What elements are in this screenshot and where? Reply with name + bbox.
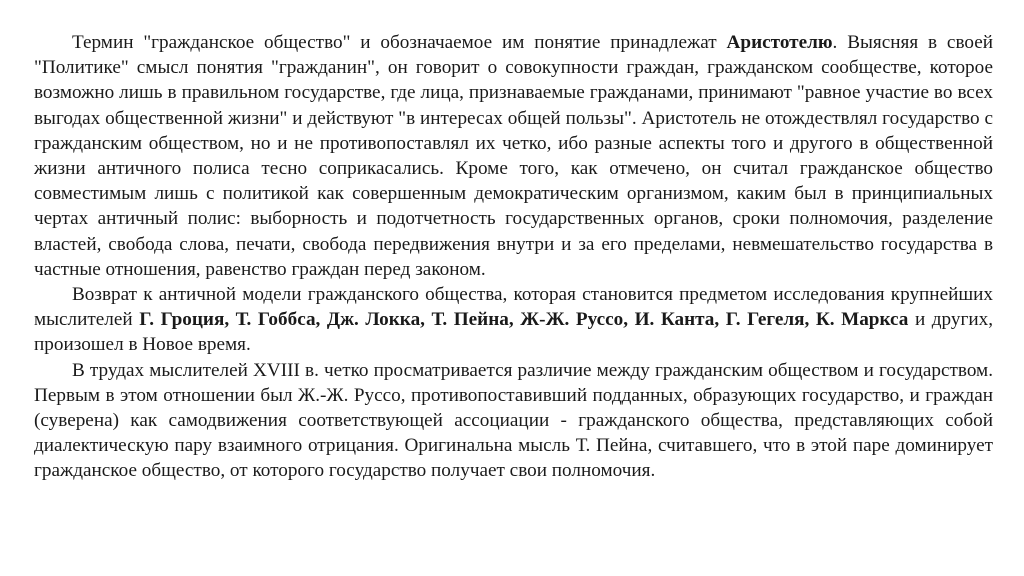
- bold-name-aristotle: Аристотелю: [726, 32, 833, 53]
- paragraph-eighteenth-century: [34, 358, 993, 484]
- text-segment: . Выясняя в своей "Политике" смысл понятия "гражданин", он говорит о совокупности граждан, гражданском сообществе, которое возможно лишь в правильном государстве, где лица, признаваемые гражданами, принимают "равное участие во всех выгодах общественной жизни" и действуют "в интересах общей пользы". Аристотель не отождествлял государство с гражданским обществом, но и не противопоставлял их четко, ибо разные аспекты того и другого в общественной жизни античного полиса тесно соприкасались. Кроме того, как отмечено, он считал гражданское общество совместимым лишь с политикой как совершенным демократическим организмом, каким был в принципиальных чертах античный полис: выборность и подотчетность государственных органов, сроки полномочия, разделение властей, свобода слова, печати, свобода передвижения внутри и за его пределами, невмешательство государства в частные отношения, равенство граждан перед законом.: [34, 32, 993, 280]
- paragraph-aristotle: [34, 30, 993, 282]
- text-segment: Термин "гражданское общество" и обозначаемое им понятие принадлежат: [72, 32, 727, 53]
- text-segment: Возврат к античной модели гражданского общества, которая становится предметом исследования крупнейших мыслителей: [34, 284, 993, 331]
- document-page: [34, 30, 993, 484]
- text-segment: и других, произошел в Новое время.: [34, 309, 993, 356]
- bold-thinker-names: Г. Гроция, Т. Гоббса, Дж. Локка, Т. Пейна, Ж-Ж. Руссо, И. Канта, Г. Гегеля, К. Маркса: [139, 309, 909, 331]
- paragraph-modern-thinkers: [34, 282, 993, 358]
- text-segment: В трудах мыслителей XVIII в. четко просматривается различие между гражданским обществом и государством. Первым в этом отношении был Ж.-Ж. Руссо, противопоставивший подданных, образующих государство, и граждан (суверена) как самодвижения соответствующей ассоциации - гражданского общества, представляющих собой диалектическую пару взаимного отрицания. Оригинальна мысль Т. Пейна, считавшего, что в этой паре доминирует гражданское общество, от которого государство получает свои полномочия.: [34, 359, 993, 482]
